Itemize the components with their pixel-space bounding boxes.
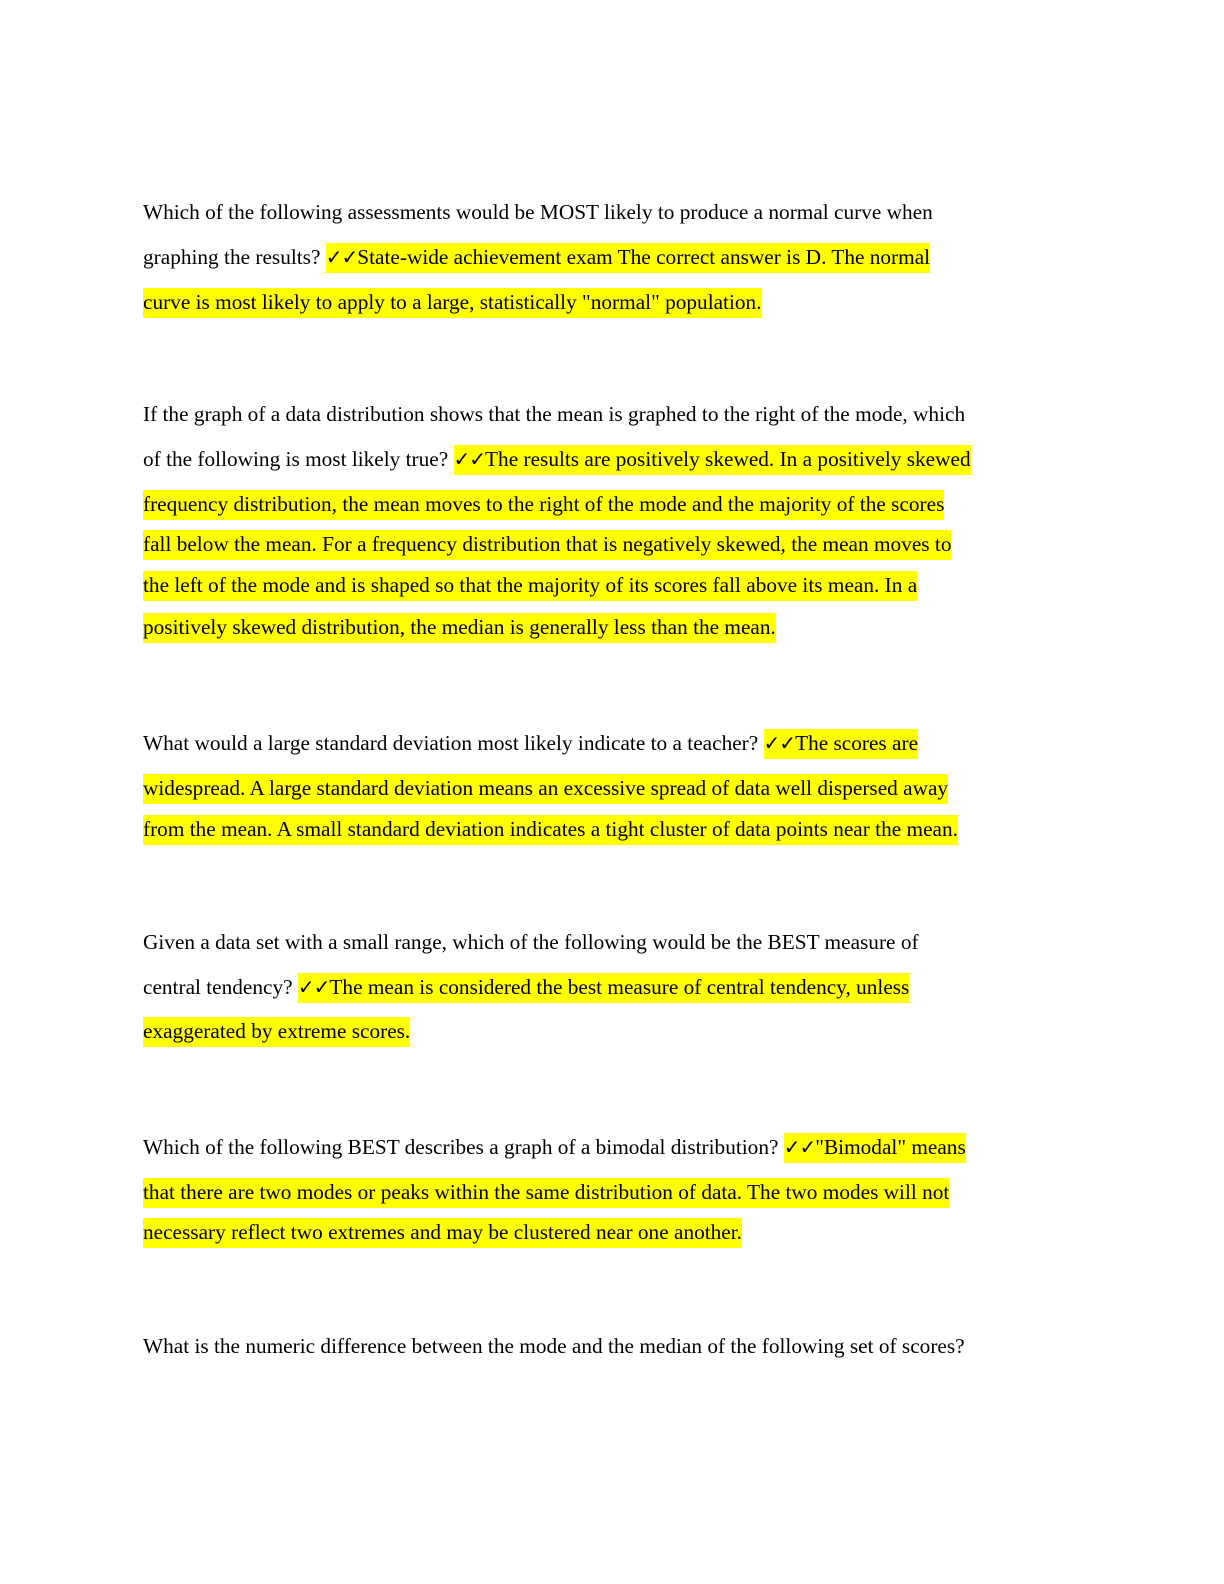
text-line (143, 930, 919, 955)
answer-highlight (784, 1133, 966, 1163)
question-text: If the graph of a data distribution shows that the mean is graphed to the right of the mode, which (143, 402, 966, 426)
checkmark-icon: ✓✓ (763, 731, 796, 755)
answer-text: "Bimodal" means (815, 1135, 966, 1159)
text-line (143, 615, 776, 640)
text-line (143, 290, 762, 315)
question-text: graphing the results? (143, 245, 326, 269)
text-line (143, 447, 971, 472)
answer-text: State-wide achievement exam The correct answer is D. The normal (357, 245, 931, 269)
answer-highlight (326, 243, 930, 273)
text-line (143, 532, 951, 557)
answer-text: The mean is considered the best measure of central tendency, unless (329, 975, 910, 999)
question-text: What would a large standard deviation most likely indicate to a teacher? (143, 731, 764, 755)
text-line (143, 1019, 410, 1044)
text-line (143, 817, 958, 842)
checkmark-icon: ✓✓ (325, 245, 358, 269)
text-line (143, 492, 944, 517)
text-line (143, 573, 917, 598)
question-text: Which of the following BEST describes a graph of a bimodal distribution? (143, 1135, 784, 1159)
answer-highlight (298, 973, 909, 1003)
answer-highlight (143, 288, 762, 318)
checkmark-icon: ✓✓ (783, 1135, 816, 1159)
text-line (143, 200, 933, 225)
text-line (143, 402, 965, 427)
answer-text: frequency distribution, the mean moves to the right of the mode and the majority of the scores (143, 492, 945, 516)
answer-text: The scores are (795, 731, 919, 755)
answer-text: from the mean. A small standard deviation indicates a tight cluster of data points near the mean. (143, 817, 958, 841)
checkmark-icon: ✓✓ (453, 447, 486, 471)
answer-highlight (143, 571, 917, 601)
answer-highlight (764, 729, 919, 759)
text-line (143, 1135, 966, 1160)
question-text: Which of the following assessments would be MOST likely to produce a normal curve when (143, 200, 933, 224)
text-line (143, 731, 918, 756)
answer-highlight (454, 445, 971, 475)
checkmark-icon: ✓✓ (297, 975, 330, 999)
answer-text: fall below the mean. For a frequency distribution that is negatively skewed, the mean moves to (143, 532, 952, 556)
text-line (143, 776, 948, 801)
text-line (143, 1334, 965, 1359)
text-line (143, 245, 930, 270)
answer-highlight (143, 490, 944, 520)
text-line (143, 1220, 742, 1245)
answer-text: the left of the mode and is shaped so that the majority of its scores fall above its mean. In a (143, 573, 918, 597)
answer-text: widespread. A large standard deviation means an excessive spread of data well dispersed away (143, 776, 949, 800)
text-line (143, 975, 909, 1000)
answer-text: The results are positively skewed. In a positively skewed (485, 447, 971, 471)
question-text: of the following is most likely true? (143, 447, 454, 471)
answer-text: necessary reflect two extremes and may be clustered near one another. (143, 1220, 742, 1244)
answer-highlight (143, 530, 951, 560)
answer-text: positively skewed distribution, the median is generally less than the mean. (143, 615, 776, 639)
question-text: Given a data set with a small range, which of the following would be the BEST measure of (143, 930, 919, 954)
question-text: central tendency? (143, 975, 298, 999)
answer-highlight (143, 815, 958, 845)
answer-highlight (143, 1178, 949, 1208)
answer-text: exaggerated by extreme scores. (143, 1019, 411, 1043)
answer-highlight (143, 774, 948, 804)
answer-text: that there are two modes or peaks within the same distribution of data. The two modes will not (143, 1180, 950, 1204)
answer-highlight (143, 1218, 742, 1248)
answer-highlight (143, 1017, 410, 1047)
answer-text: curve is most likely to apply to a large, statistically "normal" population. (143, 290, 762, 314)
question-text: What is the numeric difference between the mode and the median of the following set of scores? (143, 1334, 965, 1358)
text-line (143, 1180, 949, 1205)
answer-highlight (143, 613, 776, 643)
